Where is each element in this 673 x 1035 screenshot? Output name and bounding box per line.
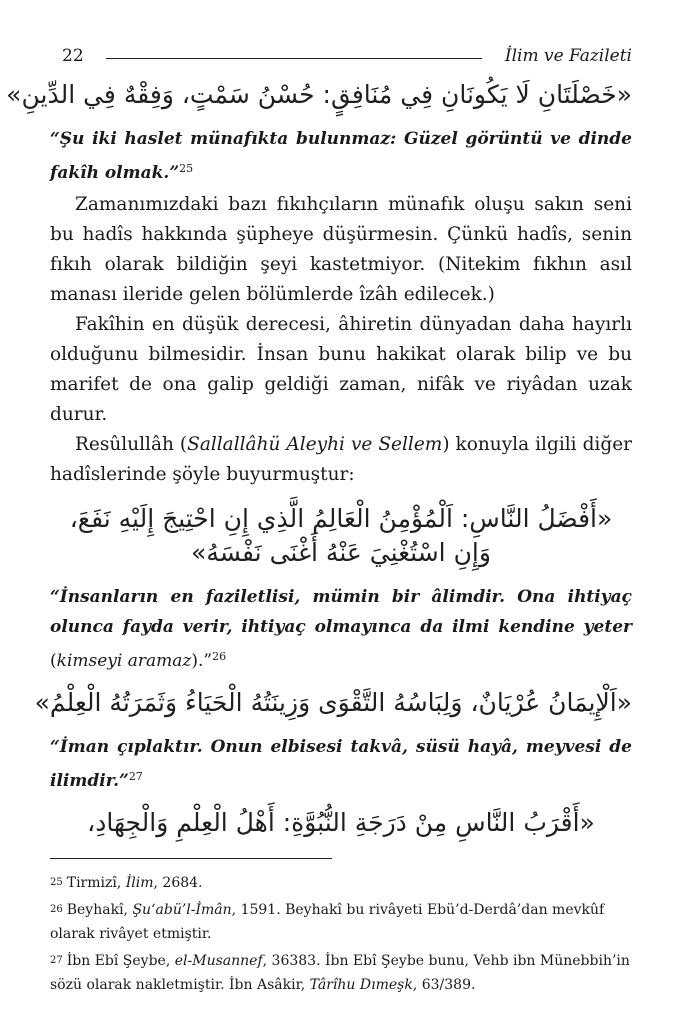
page-number: 22 [62, 46, 84, 66]
page-body [6, 78, 632, 852]
footnote-ref-26[interactable]: 26 [212, 650, 227, 663]
footnote-26: 26 Beyhakî, Şu‘abü’l-İmân, 1591. Beyhakî bu rivâyeti Ebü’d-Derdâ’dan mevkûf olarak rivâyet etmiştir. [50, 902, 605, 942]
footnotes [50, 858, 632, 1000]
footnote-rule [50, 858, 332, 859]
hadith-arabic-4: «أَقْرَبُ النَّاسِ مِنْ دَرَجَةِ النُّبُوَّةِ: أَهْلُ الْعِلْمِ وَالْجِهَادِ، [87, 808, 595, 837]
page-header [48, 44, 632, 70]
paragraph-2: Fakîhin en düşük derecesi, âhiretin dünyadan daha hayırlı olduğunu bilmesidir. İnsan bunu hakikat olarak bilip ve bu marifet de ona galip geldiği zaman, nifâk ve riyâdan uzak durur. [50, 314, 632, 425]
book-title: İlim ve Fazileti [504, 46, 632, 66]
paragraph-1: Zamanımızdaki bazı fıkıhçıların münafık oluşu sakın seni bu hadîs hakkında şüpheye düşürmesin. Çünkü hadîs, senin fıkıh olarak bildiğin şeyi kastetmiyor. (Nitekim fıkhın asıl manası ileride gelen bölümlerde îzâh edilecek.) [50, 194, 632, 305]
hadith-translation-2: “İnsanların en faziletlisi, mümin bir âlimdir. Ona ihtiyaç olunca fayda verir, ihtiyaç olmayınca da ilmi kendine yeter (kimseyi aramaz).”$^{26}$ [50, 587, 632, 671]
hadith-arabic-3: «اَلْإِيمَانُ عُرْيَانٌ، وَلِبَاسُهُ التَّقْوَى وَزِينَتُهُ الْحَيَاءُ وَثَمَرَتُهُ الْعِلْمُ» [34, 688, 632, 717]
hadith-translation-1: “Şu iki haslet münafıkta bulunmaz: Güzel görüntü ve dinde fakîh olmak.”$^{25}$ [50, 129, 632, 183]
hadith-translation-3: “İman çıplaktır. Onun elbisesi takvâ, süsü hayâ, meyvesi de ilimdir.”$^{27}$ [50, 737, 632, 791]
paragraph-3: Resûlullâh (Sallallâhü Aleyhi ve Sellem) konuyla ilgili diğer hadîslerinde şöyle buyurmuştur: [50, 434, 632, 485]
hadith-arabic-1: «خَصْلَتَانِ لَا يَكُونَانِ فِي مُنَافِقٍ: حُسْنُ سَمْتٍ، وَفِقْهٌ فِي الدِّينِ» [6, 80, 632, 109]
hadith-arabic-2: «أَفْضَلُ النَّاسِ: اَلْمُؤْمِنُ الْعَالِمُ الَّذِي إِنِ احْتِيجَ إِلَيْهِ نَفَعَ، وَإِنِ اسْتُغْنِيَ عَنْهُ أَغْنَى نَفْسَهُ» [69, 504, 613, 567]
footnote-25: 25 Tirmizî, İlim, 2684. [50, 875, 203, 891]
footnote-27: 27 İbn Ebî Şeybe, el-Musannef, 36383. İbn Ebî Şeybe bunu, Vehb ibn Münebbih’in sözü olarak nakletmiştir. İbn Asâkir, Târîhu Dımeşk, 63/389. [50, 953, 630, 993]
footnote-ref-25[interactable]: 25 [179, 162, 194, 175]
footnote-ref-27[interactable]: 27 [128, 770, 143, 783]
header-rule [106, 58, 482, 59]
